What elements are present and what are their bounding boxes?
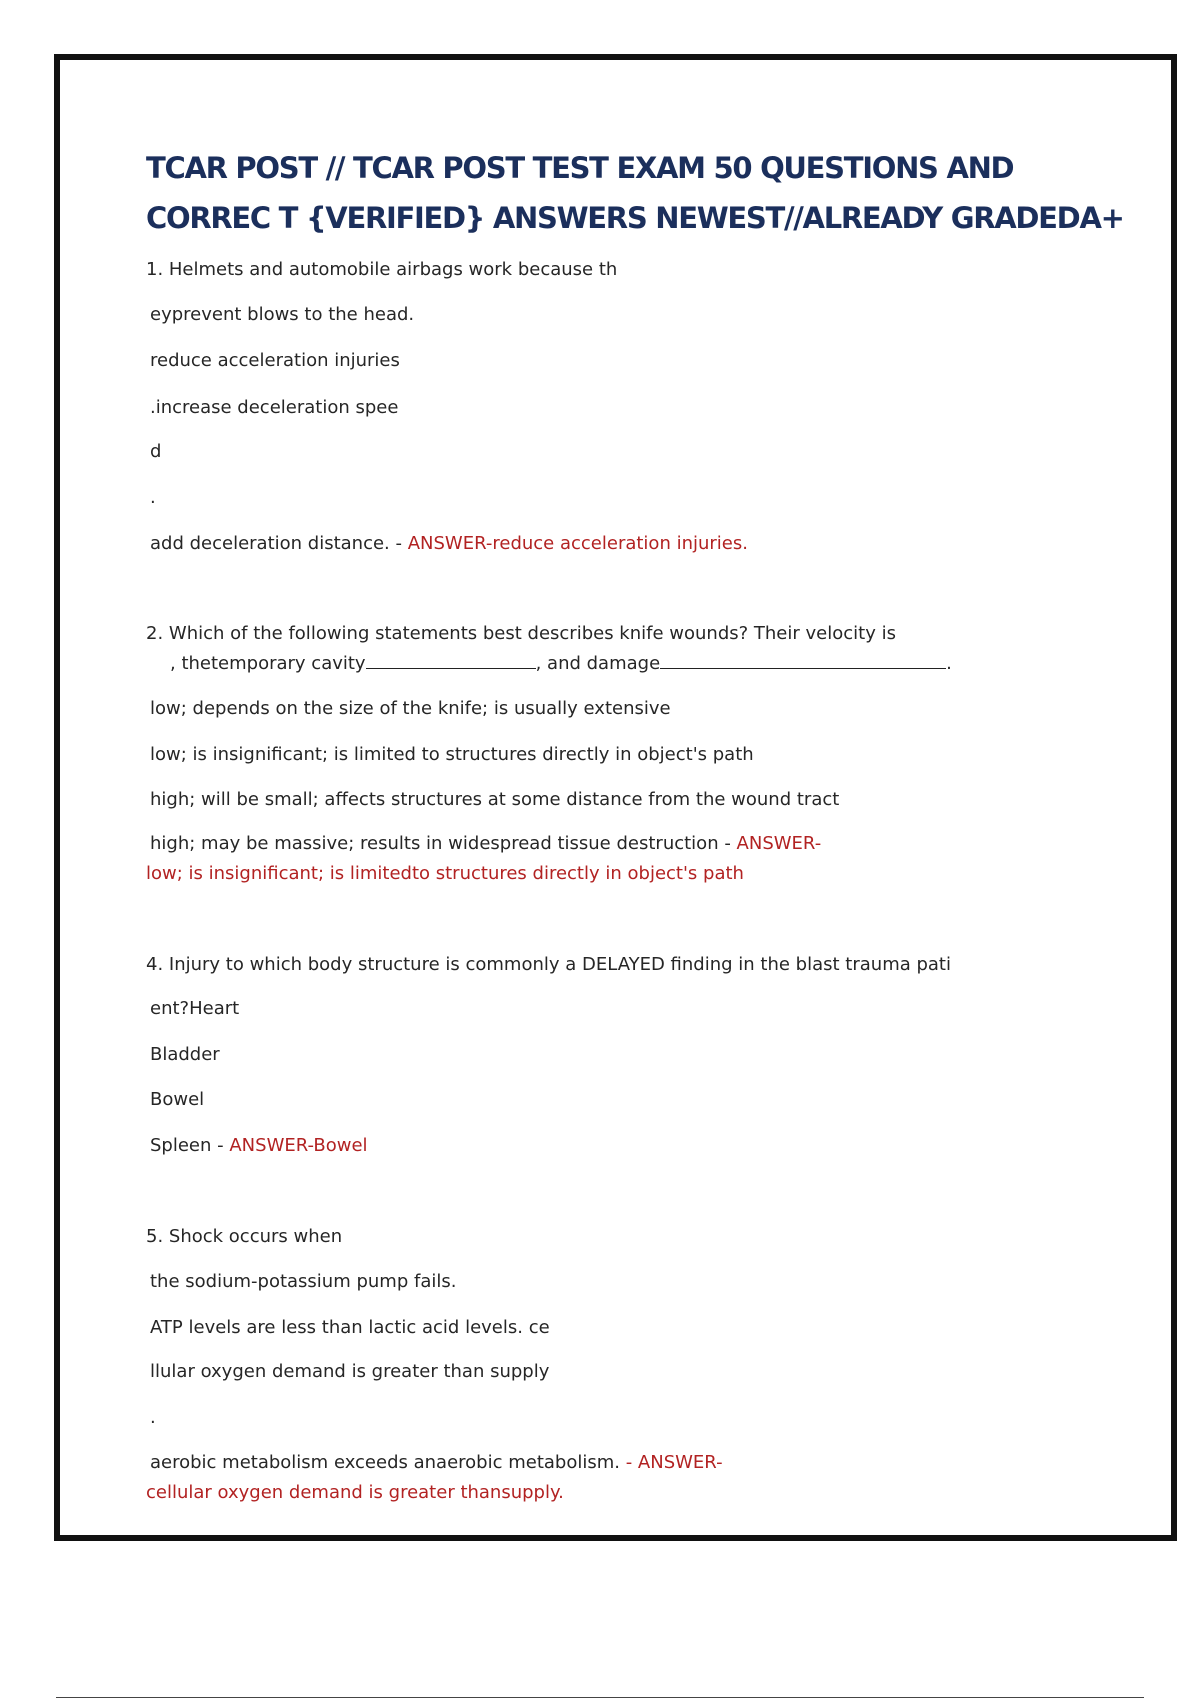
question-1-answer: ANSWER-reduce acceleration injuries.	[407, 533, 748, 554]
question-5-answer: cellular oxygen demand is greater thansupply.	[146, 1482, 564, 1503]
question-5-option: aerobic metabolism exceeds anaerobic metabolism.	[150, 1452, 626, 1473]
question-2-option: low; is insignificant; is limited to structures directly in object's path	[150, 744, 754, 765]
question-5-option: llular oxygen demand is greater than supply	[150, 1361, 550, 1382]
question-1-option: reduce acceleration injuries	[150, 350, 400, 371]
question-2-option: high; may be massive; results in widespread tissue destruction -	[150, 833, 737, 854]
question-2-fragment: , thetemporary cavity	[170, 653, 366, 674]
question-2-text-cont	[170, 650, 952, 676]
fill-blank	[366, 650, 536, 669]
question-1-answer-line	[150, 532, 748, 556]
question-4-answer-line	[150, 1134, 368, 1158]
question-1-option: .	[150, 487, 156, 508]
document-title: TCAR POST // TCAR POST TEST EXAM 50 QUESTIONS AND CORREC T {VERIFIED} ANSWERS NEWEST//ALREADY GRADEDA+	[146, 151, 1124, 235]
question-2-fragment: .	[946, 653, 952, 674]
question-4-option: Bladder	[150, 1044, 220, 1065]
question-5-answer-line	[150, 1451, 723, 1475]
question-2-answer-line	[150, 832, 821, 856]
question-5-text: 5. Shock occurs when	[146, 1226, 343, 1247]
footer-divider	[56, 1697, 1144, 1698]
question-2-fragment: , and damage	[535, 653, 661, 674]
question-2-answer-label: ANSWER-	[736, 833, 822, 854]
question-1-option: .increase deceleration spee	[150, 397, 399, 418]
question-4-text: 4. Injury to which body structure is commonly a DELAYED finding in the blast trauma pati	[146, 954, 951, 975]
question-4-option: Spleen -	[150, 1135, 230, 1156]
question-4-answer: ANSWER-Bowel	[229, 1135, 368, 1156]
question-2-option: low; depends on the size of the knife; is usually extensive	[150, 698, 671, 719]
question-2-answer: low; is insignificant; is limitedto structures directly in object's path	[146, 863, 744, 884]
question-5-option: ATP levels are less than lactic acid levels. ce	[150, 1317, 550, 1338]
question-1-option: eyprevent blows to the head.	[150, 304, 415, 325]
question-2-text: 2. Which of the following statements best describes knife wounds? Their velocity is	[146, 623, 896, 644]
question-5-answer-label: - ANSWER-	[625, 1452, 723, 1473]
question-5-option: .	[150, 1407, 156, 1428]
question-4-option: Bowel	[150, 1089, 205, 1110]
question-1-option: add deceleration distance. -	[150, 533, 408, 554]
question-1-option: d	[150, 441, 162, 462]
question-1-text: 1. Helmets and automobile airbags work because th	[146, 259, 618, 280]
fill-blank	[660, 650, 946, 669]
question-2-option: high; will be small; affects structures at some distance from the wound tract	[150, 789, 840, 810]
question-4-option: ent?Heart	[150, 998, 240, 1019]
question-5-option: the sodium-potassium pump fails.	[150, 1271, 457, 1292]
